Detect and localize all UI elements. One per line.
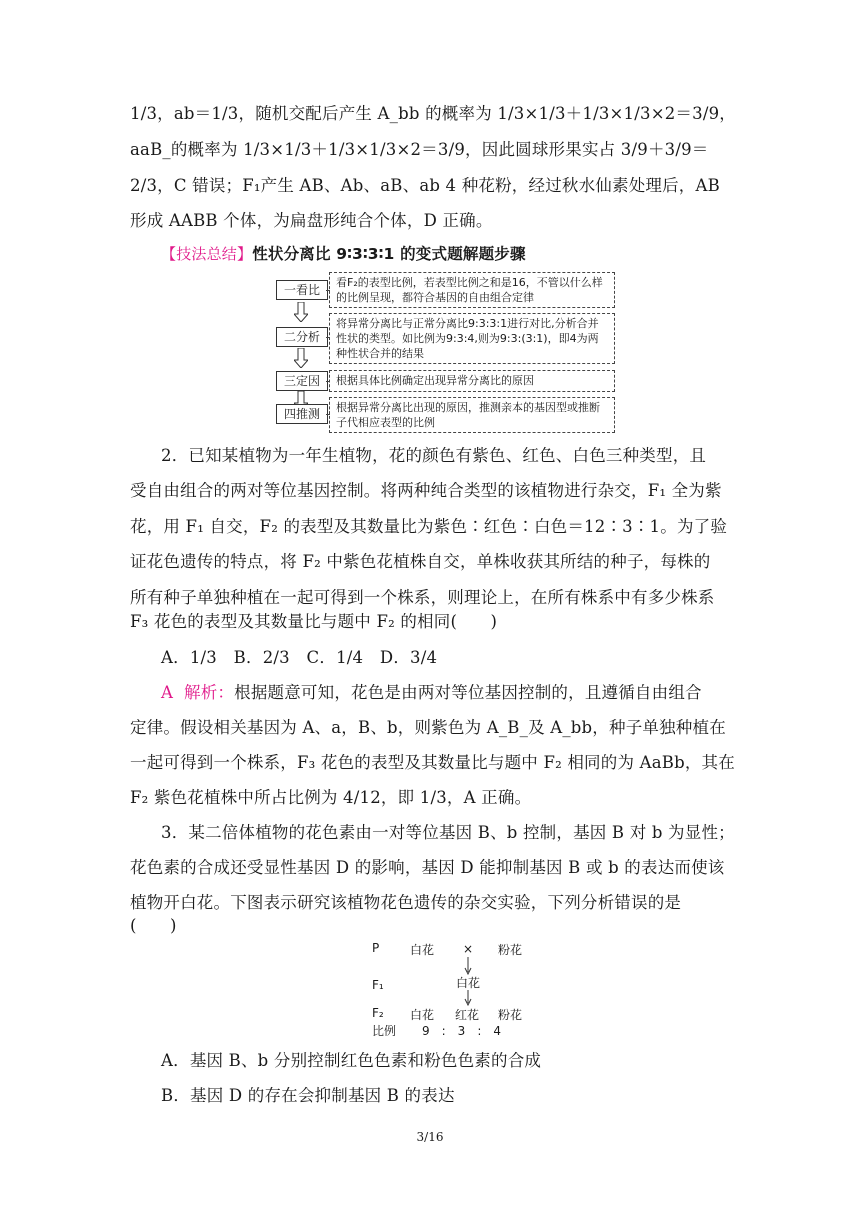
option-line: B．基因 D 的存在会抑制基因 B 的表达 — [161, 1086, 455, 1105]
cross-symbol: × — [463, 942, 474, 956]
question-text-line: 植物开白花。下图表示研究该植物花色遗传的杂交实验，下列分析错误的是 — [130, 893, 682, 912]
ratio-label: 比例 — [372, 1024, 397, 1038]
down-arrow-icon — [294, 348, 308, 368]
question-text-line: 3．某二倍体植物的花色素由一对等位基因 B、b 控制，基因 B 对 b 为显性； — [161, 823, 735, 842]
question-text-line: 所有种子单独种植在一起可得到一个株系，则理论上，在所有株系中有多少株系 — [130, 588, 715, 607]
flow-desc: 将异常分离比与正常分离比9:3:3:1进行对比,分析合并性状的类型。如比例为9:3:4,则为9:3:(3:1)，即4为两种性状合并的结果 — [329, 313, 615, 364]
down-arrow-icon — [462, 957, 474, 975]
down-arrow-icon — [294, 302, 308, 322]
generation-f2-label: F₂ — [372, 1006, 384, 1020]
analysis-text-line: F₂ 紫色花植株中所占比例为 4/12，即 1/3，A 正确。 — [130, 788, 532, 807]
body-text-line: 1/3，ab＝1/3，随机交配后产生 A_bb 的概率为 1/3×1/3＋1/3×1/3×2＝3/9， — [130, 104, 736, 123]
answer-line — [161, 682, 702, 704]
flow-desc: 根据异常分离比出现的原因，推测亲本的基因型或推断子代相应表型的比例 — [329, 397, 615, 433]
tip-label: 【技法总结】 — [161, 245, 253, 263]
body-text-line: 2/3，C 错误；F₁产生 AB、Ab、aB、ab 4 种花粉，经过秋水仙素处理后，AB — [130, 176, 720, 195]
f1-phenotype: 白花 — [456, 976, 481, 990]
tip-title: 性状分离比 9∶3∶3∶1 的变式题解题步骤 — [252, 245, 526, 263]
question-text-line: F₃ 花色的表型及其数量比与题中 F₂ 的相同( ) — [130, 612, 498, 631]
f2-phenotype: 粉花 — [498, 1008, 523, 1022]
down-arrow-icon — [462, 990, 474, 1006]
flow-step: 一看比 — [276, 280, 328, 300]
ratio-values: 9 : 3 : 4 — [422, 1024, 501, 1038]
flow-step: 二分析 — [276, 327, 328, 347]
f2-phenotype: 红花 — [455, 1008, 480, 1022]
analysis-text-line: 定律。假设相关基因为 A、a，B、b，则紫色为 A_B_及 A_bb，种子单独种植在 — [130, 718, 726, 737]
body-text-line: 形成 AABB 个体，为扁盘形纯合个体，D 正确。 — [130, 211, 493, 230]
question-text-line: 证花色遗传的特点，将 F₂ 中紫色花植株自交，单株收获其所结的种子，每株的 — [130, 552, 711, 571]
flow-desc: 看F₂的表型比例，若表型比例之和是16，不管以什么样的比例呈现，都符合基因的自由组合定律 — [329, 272, 615, 308]
p-right-phenotype: 粉花 — [498, 943, 523, 957]
f2-phenotype: 白花 — [410, 1008, 435, 1022]
flow-desc: 根据具体比例确定出现异常分离比的原因 — [329, 370, 615, 392]
question-text-line: 花色素的合成还受显性基因 D 的影响，基因 D 能抑制基因 B 或 b 的表达而使该 — [130, 858, 725, 877]
analysis-text: 根据题意可知，花色是由两对等位基因控制的，且遵循自由组合 — [234, 683, 702, 702]
flow-step: 三定因 — [276, 371, 328, 391]
analysis-label: 解析： — [184, 683, 235, 702]
question-text-line: 2．已知某植物为一年生植物，花的颜色有紫色、红色、白色三种类型，且 — [161, 446, 707, 465]
page-number: 3/16 — [416, 1130, 444, 1144]
p-left-phenotype: 白花 — [410, 943, 435, 957]
generation-p-label: P — [372, 941, 380, 955]
generation-f1-label: F₁ — [372, 978, 384, 992]
tip-heading — [161, 243, 526, 265]
question-text-line: ( ) — [130, 916, 177, 935]
question-text-line: 花，用 F₁ 自交，F₂ 的表型及其数量比为紫色∶红色∶白色＝12∶3∶1。为了验 — [130, 517, 728, 536]
flow-step: 四推测 — [276, 404, 328, 424]
analysis-text-line: 一起可得到一个株系，F₃ 花色的表型及其数量比与题中 F₂ 相同的为 AaBb，其在 — [130, 753, 735, 772]
answer-letter: A — [161, 683, 174, 702]
question-options: A．1/3 B．2/3 C．1/4 D．3/4 — [161, 648, 438, 667]
body-text-line: aaB_的概率为 1/3×1/3＋1/3×1/3×2＝3/9，因此圆球形果实占 3/9＋3/9＝ — [130, 140, 709, 159]
option-line: A．基因 B、b 分别控制红色色素和粉色色素的合成 — [161, 1051, 542, 1070]
question-text-line: 受自由组合的两对等位基因控制。将两种纯合类型的该植物进行杂交，F₁ 全为紫 — [130, 481, 722, 500]
